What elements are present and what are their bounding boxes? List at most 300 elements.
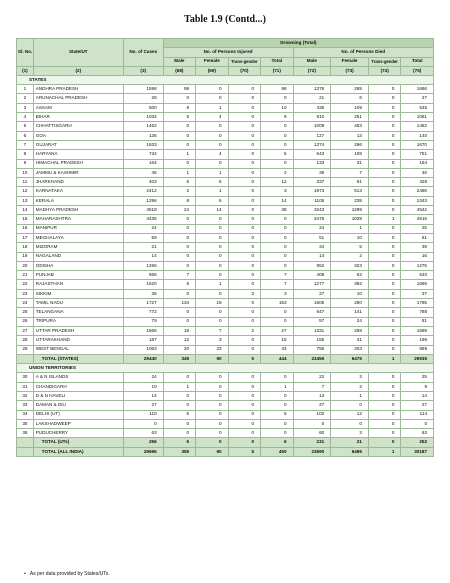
table-row <box>17 391 434 400</box>
died-male-cell: 34 <box>293 243 331 252</box>
table-row <box>17 410 434 419</box>
died-trans-cell: 0 <box>368 271 400 280</box>
table-row <box>17 187 434 196</box>
sl-no-cell: 18 <box>17 243 34 252</box>
table-row <box>17 419 434 428</box>
died-total-cell: 252 <box>401 438 434 447</box>
state-cell: TOTAL (STATES) <box>33 354 123 363</box>
section-row-uts <box>17 364 434 373</box>
sl-no-cell: 3 <box>17 103 34 112</box>
state-cell: KERALA <box>33 196 123 205</box>
cases-cell: 110 <box>123 410 163 419</box>
died-trans-cell: 1 <box>368 215 400 224</box>
died-female-cell: 62 <box>331 271 369 280</box>
died-female-cell: 5 <box>331 243 369 252</box>
injured-female-cell: 6 <box>196 178 228 187</box>
sl-no-cell: 35 <box>17 419 34 428</box>
col-index: (72) <box>293 66 331 75</box>
table-row <box>17 261 434 270</box>
injured-total-cell: 2 <box>261 168 293 177</box>
sl-no-cell: 26 <box>17 317 34 326</box>
injured-female-cell: 23 <box>196 345 228 354</box>
injured-male-cell: 0 <box>163 308 195 317</box>
died-trans-cell: 0 <box>368 85 400 94</box>
injured-female-cell: 0 <box>196 243 228 252</box>
died-total-cell: 4516 <box>401 215 434 224</box>
sl-no-cell: 32 <box>17 391 34 400</box>
injured-male-cell: 0 <box>163 419 195 428</box>
died-female-cell: 1299 <box>331 206 369 215</box>
died-total-cell: 0 <box>401 419 434 428</box>
table-row <box>17 159 434 168</box>
col-index: (3) <box>123 66 163 75</box>
died-male-cell: 337 <box>293 178 331 187</box>
died-trans-cell: 0 <box>368 429 400 438</box>
col-index: (73) <box>331 66 369 75</box>
col-head-state: State/UT <box>33 39 123 67</box>
died-female-cell: 296 <box>331 140 369 149</box>
injured-total-cell: 9 <box>261 113 293 122</box>
table-row <box>17 131 434 140</box>
injured-trans-cell: 0 <box>228 178 260 187</box>
died-male-cell: 7 <box>293 382 331 391</box>
injured-female-cell: 0 <box>196 410 228 419</box>
cases-cell: 403 <box>123 178 163 187</box>
sl-no-cell: 10 <box>17 168 34 177</box>
injured-trans-cell: 5 <box>228 447 260 456</box>
sl-no-cell: 27 <box>17 326 34 335</box>
died-trans-cell: 1 <box>368 354 400 363</box>
state-cell: BIHAR <box>33 113 123 122</box>
cases-cell: 10 <box>123 382 163 391</box>
injured-female-cell: 14 <box>196 206 228 215</box>
died-male-cell: 23459 <box>293 354 331 363</box>
cases-cell: 79 <box>123 317 163 326</box>
died-trans-cell: 0 <box>368 410 400 419</box>
died-female-cell: 288 <box>331 85 369 94</box>
state-cell: MIZORAM <box>33 243 123 252</box>
injured-trans-cell: 0 <box>228 280 260 289</box>
died-trans-cell: 0 <box>368 233 400 242</box>
died-trans-cell: 0 <box>368 243 400 252</box>
table-row <box>17 206 434 215</box>
table-row <box>17 289 434 298</box>
sl-no-cell: 25 <box>17 308 34 317</box>
injured-total-cell: 0 <box>261 317 293 326</box>
injured-male-cell: 1 <box>163 168 195 177</box>
injured-total-cell: 0 <box>261 233 293 242</box>
table-row <box>17 429 434 438</box>
cases-cell: 1727 <box>123 299 163 308</box>
state-cell: MEGHALAYA <box>33 233 123 242</box>
sl-no-cell: 12 <box>17 187 34 196</box>
sl-no-cell: 19 <box>17 252 34 261</box>
injured-female-cell: 0 <box>196 215 228 224</box>
injured-male-cell: 7 <box>163 271 195 280</box>
table-row <box>17 345 434 354</box>
state-cell: DAMAN & DIU <box>33 401 123 410</box>
injured-female-cell: 0 <box>196 233 228 242</box>
died-trans-cell: 0 <box>368 131 400 140</box>
died-trans-cell: 0 <box>368 187 400 196</box>
injured-total-cell: 0 <box>261 252 293 261</box>
died-trans-cell: 0 <box>368 178 400 187</box>
injured-total-cell: 6 <box>261 438 293 447</box>
state-cell: SIKKIM <box>33 289 123 298</box>
drowning-table <box>16 38 434 457</box>
injured-trans-cell: 0 <box>228 196 260 205</box>
cases-cell: 1620 <box>123 280 163 289</box>
injured-total-cell: 0 <box>261 429 293 438</box>
table-title: Table 1.9 (Contd...) <box>184 14 266 25</box>
cases-cell: 136 <box>123 131 163 140</box>
died-female-cell: 453 <box>331 122 369 131</box>
injured-total-cell: 153 <box>261 299 293 308</box>
injured-male-cell: 9 <box>163 103 195 112</box>
died-trans-cell: 0 <box>368 140 400 149</box>
died-male-cell: 27 <box>293 401 331 410</box>
died-female-cell: 6475 <box>331 354 369 363</box>
table-row <box>17 150 434 159</box>
died-trans-cell: 0 <box>368 252 400 261</box>
died-female-cell: 0 <box>331 419 369 428</box>
died-total-cell: 140 <box>401 131 434 140</box>
died-total-cell: 751 <box>401 150 434 159</box>
sl-no-cell: 4 <box>17 113 34 122</box>
state-cell: PUNJAB <box>33 271 123 280</box>
cases-cell: 14 <box>123 252 163 261</box>
injured-total-cell: 0 <box>261 243 293 252</box>
died-total-cell: 1061 <box>401 113 434 122</box>
died-male-cell: 1505 <box>293 299 331 308</box>
sl-no-cell: 21 <box>17 271 34 280</box>
group-head-injured: No. of Persons Injured <box>163 48 293 57</box>
state-cell: TOTAL (UTs) <box>33 438 123 447</box>
injured-trans-cell: 0 <box>228 271 260 280</box>
state-cell: TOTAL (ALL INDIA) <box>33 447 123 456</box>
injured-female-cell: 0 <box>196 140 228 149</box>
died-female-cell: 41 <box>331 336 369 345</box>
state-cell: RAJASTHAN <box>33 280 123 289</box>
table-row <box>17 122 434 131</box>
state-cell: GUJARAT <box>33 140 123 149</box>
state-cell: TELANGANA <box>33 308 123 317</box>
state-cell: DELHI (UT) <box>33 410 123 419</box>
injured-total-cell: 0 <box>261 308 293 317</box>
injured-total-cell: 5 <box>261 150 293 159</box>
injured-female-cell: 0 <box>196 317 228 326</box>
died-male-cell: 1378 <box>293 85 331 94</box>
state-cell: TRIPURA <box>33 317 123 326</box>
died-male-cell: 13 <box>293 391 331 400</box>
cases-cell: 59 <box>123 233 163 242</box>
injured-male-cell: 0 <box>163 317 195 326</box>
injured-male-cell: 134 <box>163 299 195 308</box>
died-female-cell: 13 <box>331 131 369 140</box>
state-cell: ASSAM <box>33 103 123 112</box>
died-total-cell: 1669 <box>401 280 434 289</box>
injured-trans-cell: 2 <box>228 326 260 335</box>
died-trans-cell: 0 <box>368 113 400 122</box>
state-cell: UTTARAKHAND <box>33 336 123 345</box>
died-trans-cell: 0 <box>368 382 400 391</box>
injured-male-cell: 1 <box>163 382 195 391</box>
died-female-cell: 12 <box>331 410 369 419</box>
injured-female-cell: 4 <box>196 113 228 122</box>
sl-no-cell: 28 <box>17 336 34 345</box>
injured-female-cell: 0 <box>196 382 228 391</box>
state-cell: TAMIL NADU <box>33 299 123 308</box>
injured-trans-cell: 0 <box>228 308 260 317</box>
died-total-cell: 27 <box>401 94 434 103</box>
died-female-cell: 1039 <box>331 215 369 224</box>
injured-male-cell: 6 <box>163 280 195 289</box>
col-head-sl-no: Sl. No. <box>17 39 34 67</box>
injured-female-cell: 0 <box>196 94 228 103</box>
cases-cell: 29440 <box>123 354 163 363</box>
table-row <box>17 113 434 122</box>
died-trans-cell: 0 <box>368 336 400 345</box>
injured-trans-cell: 0 <box>228 224 260 233</box>
died-male-cell: 231 <box>293 438 331 447</box>
injured-male-cell: 0 <box>163 140 195 149</box>
cases-cell: 772 <box>123 308 163 317</box>
died-male-cell: 24 <box>293 224 331 233</box>
sl-no-cell: 30 <box>17 373 34 382</box>
cases-cell: 21 <box>123 243 163 252</box>
sl-no-cell: 7 <box>17 140 34 149</box>
table-row <box>17 271 434 280</box>
died-female-cell: 251 <box>331 113 369 122</box>
col-index: (74) <box>368 66 400 75</box>
died-female-cell: 323 <box>331 261 369 270</box>
died-male-cell: 756 <box>293 345 331 354</box>
sl-no-cell: 14 <box>17 206 34 215</box>
injured-trans-cell: 0 <box>228 336 260 345</box>
sl-no-cell: 34 <box>17 410 34 419</box>
died-male-cell: 23690 <box>293 447 331 456</box>
injured-male-cell: 6 <box>163 438 195 447</box>
died-trans-cell: 0 <box>368 168 400 177</box>
died-male-cell: 1331 <box>293 326 331 335</box>
died-total-cell: 37 <box>401 289 434 298</box>
state-cell: D & N HAVELI <box>33 391 123 400</box>
state-cell: NAGALAND <box>33 252 123 261</box>
injured-female-cell: 1 <box>196 187 228 196</box>
died-total-cell: 25 <box>401 373 434 382</box>
injured-total-cell: 5 <box>261 410 293 419</box>
table-row <box>17 196 434 205</box>
injured-female-cell: 90 <box>196 447 228 456</box>
died-total-cell: 1670 <box>401 140 434 149</box>
section-label: UNION TERRITORIES <box>17 364 434 373</box>
died-female-cell: 10 <box>331 233 369 242</box>
died-trans-cell: 0 <box>368 280 400 289</box>
died-total-cell: 545 <box>401 103 434 112</box>
state-cell: GOA <box>33 131 123 140</box>
died-female-cell: 1 <box>331 391 369 400</box>
died-total-cell: 14 <box>401 391 434 400</box>
injured-female-cell: 3 <box>196 336 228 345</box>
died-trans-cell: 0 <box>368 224 400 233</box>
injured-trans-cell: 0 <box>228 94 260 103</box>
cases-cell: 29696 <box>123 447 163 456</box>
injured-total-cell: 0 <box>261 419 293 428</box>
died-male-cell: 21 <box>293 94 331 103</box>
cases-cell: 24 <box>123 373 163 382</box>
sl-no-cell: 16 <box>17 224 34 233</box>
injured-male-cell: 0 <box>163 429 195 438</box>
died-total-cell: 1589 <box>401 326 434 335</box>
injured-female-cell: 1 <box>196 280 228 289</box>
died-female-cell: 7 <box>331 168 369 177</box>
sl-no-cell: 23 <box>17 289 34 298</box>
sl-no-cell: 8 <box>17 150 34 159</box>
table-row <box>17 168 434 177</box>
injured-male-cell: 6 <box>163 178 195 187</box>
col-index: (75) <box>401 66 434 75</box>
sl-no-cell: 24 <box>17 299 34 308</box>
cases-cell: 0 <box>123 419 163 428</box>
cases-cell: 256 <box>123 438 163 447</box>
state-cell: MANIPUR <box>33 224 123 233</box>
table-row <box>17 224 434 233</box>
injured-female-cell: 0 <box>196 419 228 428</box>
cases-cell: 164 <box>123 159 163 168</box>
cases-cell: 1633 <box>123 140 163 149</box>
injured-trans-cell: 0 <box>228 419 260 428</box>
died-total-cell: 63 <box>401 429 434 438</box>
died-male-cell: 57 <box>293 317 331 326</box>
died-female-cell: 6496 <box>331 447 369 456</box>
total-row-all-india <box>17 447 434 456</box>
injured-male-cell: 0 <box>163 261 195 270</box>
col-index: (69) <box>196 66 228 75</box>
died-male-cell: 51 <box>293 233 331 242</box>
died-total-cell: 9 <box>401 382 434 391</box>
injured-trans-cell: 0 <box>228 243 260 252</box>
footnote-text: As per data provided by States/UTs. <box>29 571 110 577</box>
sl-no-cell: 22 <box>17 280 34 289</box>
died-total-cell: 2486 <box>401 187 434 196</box>
injured-total-cell: 15 <box>261 336 293 345</box>
injured-female-cell: 6 <box>196 196 228 205</box>
sl-no-cell <box>17 447 34 456</box>
injured-male-cell: 0 <box>163 122 195 131</box>
injured-female-cell: 0 <box>196 261 228 270</box>
injured-trans-cell: 0 <box>228 391 260 400</box>
table-row <box>17 85 434 94</box>
died-female-cell: 280 <box>331 299 369 308</box>
died-male-cell: 810 <box>293 113 331 122</box>
cases-cell: 1266 <box>123 261 163 270</box>
injured-trans-cell: 0 <box>228 150 260 159</box>
col-head-died-total: Total <box>401 57 434 66</box>
injured-total-cell: 43 <box>261 345 293 354</box>
injured-total-cell: 12 <box>261 178 293 187</box>
died-trans-cell: 0 <box>368 373 400 382</box>
injured-total-cell: 38 <box>261 206 293 215</box>
sl-no-cell: 29 <box>17 345 34 354</box>
sl-no-cell: 17 <box>17 233 34 242</box>
state-cell: JHARKHAND <box>33 178 123 187</box>
injured-female-cell: 7 <box>196 326 228 335</box>
injured-total-cell: 0 <box>261 261 293 270</box>
table-row <box>17 215 434 224</box>
died-female-cell: 2 <box>331 382 369 391</box>
injured-male-cell: 98 <box>163 85 195 94</box>
died-trans-cell: 0 <box>368 345 400 354</box>
col-head-died-trans: Trans-gender <box>368 57 400 66</box>
table-body <box>17 75 434 456</box>
injured-female-cell: 0 <box>196 401 228 410</box>
died-trans-cell: 0 <box>368 317 400 326</box>
died-total-cell: 1275 <box>401 261 434 270</box>
state-cell: MADHYA PRADESH <box>33 206 123 215</box>
cases-cell: 46 <box>123 168 163 177</box>
died-female-cell: 6 <box>331 94 369 103</box>
died-trans-cell: 0 <box>368 438 400 447</box>
injured-male-cell: 0 <box>163 233 195 242</box>
col-head-died-male: Male <box>293 57 331 66</box>
cases-cell: 27 <box>123 401 163 410</box>
injured-total-cell: 0 <box>261 122 293 131</box>
injured-trans-cell: 0 <box>228 299 260 308</box>
died-male-cell: 1105 <box>293 196 331 205</box>
cases-cell: 4436 <box>123 215 163 224</box>
died-female-cell: 0 <box>331 401 369 410</box>
cases-cell: 63 <box>123 429 163 438</box>
injured-female-cell: 1 <box>196 103 228 112</box>
died-male-cell: 952 <box>293 261 331 270</box>
table-row <box>17 336 434 345</box>
table-row <box>17 373 434 382</box>
died-total-cell: 959 <box>401 345 434 354</box>
injured-total-cell: 0 <box>261 373 293 382</box>
col-index: (70) <box>228 66 260 75</box>
col-index: (1) <box>17 66 34 75</box>
sl-no-cell: 1 <box>17 85 34 94</box>
sl-no-cell: 33 <box>17 401 34 410</box>
cases-cell: 4518 <box>123 206 163 215</box>
injured-total-cell: 0 <box>261 224 293 233</box>
injured-trans-cell: 0 <box>228 345 260 354</box>
injured-male-cell: 2 <box>163 187 195 196</box>
injured-male-cell: 0 <box>163 215 195 224</box>
died-trans-cell: 1 <box>368 447 400 456</box>
cases-cell: 187 <box>123 336 163 345</box>
table-row <box>17 401 434 410</box>
injured-total-cell: 0 <box>261 140 293 149</box>
cases-cell: 1566 <box>123 326 163 335</box>
sl-no-cell: 6 <box>17 131 34 140</box>
died-female-cell: 24 <box>331 317 369 326</box>
injured-total-cell: 10 <box>261 103 293 112</box>
injured-total-cell: 7 <box>261 271 293 280</box>
died-male-cell: 1277 <box>293 280 331 289</box>
died-female-cell: 258 <box>331 326 369 335</box>
sl-no-cell: 13 <box>17 196 34 205</box>
col-head-cases: No. of Cases <box>123 39 163 67</box>
state-cell: CHHATTISGARH <box>33 122 123 131</box>
injured-total-cell: 0 <box>261 94 293 103</box>
died-male-cell: 27 <box>293 289 331 298</box>
injured-total-cell: 0 <box>261 391 293 400</box>
died-total-cell: 39 <box>401 243 434 252</box>
died-male-cell: 14 <box>293 252 331 261</box>
state-cell: MAHARASHTRA <box>33 215 123 224</box>
died-male-cell: 408 <box>293 271 331 280</box>
